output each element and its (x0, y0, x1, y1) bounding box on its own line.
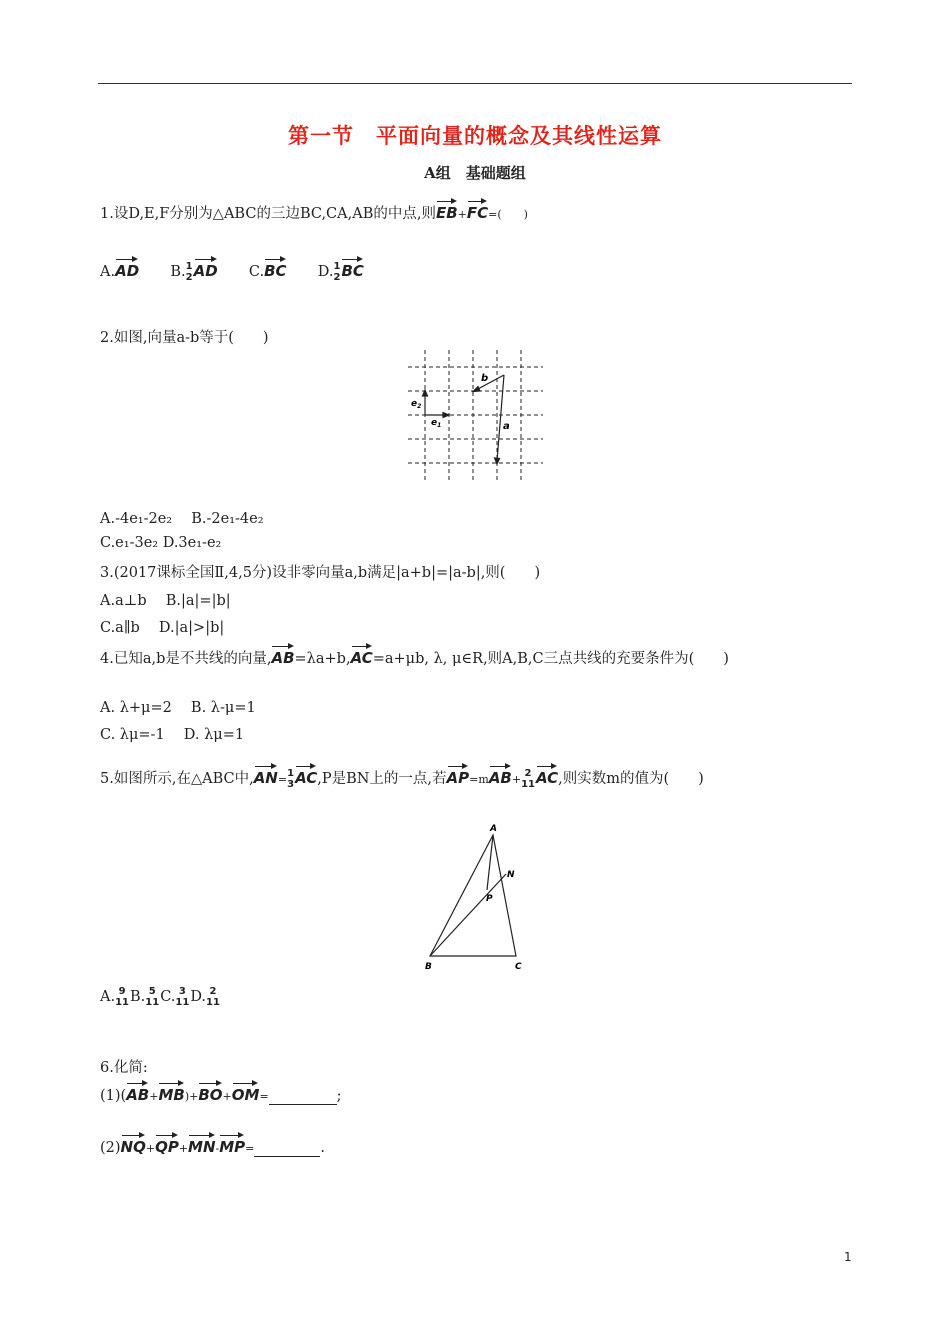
q5-option-c: C. 3 11 (160, 986, 190, 1008)
q4-stem: 4.已知a,b是不共线的向量,AB=λa+b,AC=a+μb, λ, μ∈R,则A,B,C三点共线的充要条件为( ) (100, 645, 729, 668)
answer-blank-2[interactable] (254, 1140, 320, 1157)
vector-mn: MN (188, 1134, 215, 1155)
q4-options-row1: A. λ+μ=2 B. λ-μ=1 (100, 700, 256, 716)
vector-a-label: a (503, 421, 510, 432)
q5-stem: 5.如图所示,在△ABC中,AN= 1 3 AC,P是BN上的一点,若AP=mAB+ 2 11 AC,则实数m的值为( ) (100, 765, 704, 790)
q2-options-row1: A.-4e₁-2e₂ B.-2e₁-4e₂ (100, 511, 264, 527)
answer-blank-1[interactable] (269, 1088, 337, 1105)
q5-option-b: B. 5 11 (130, 986, 160, 1008)
fraction-one-third: 1 3 (287, 768, 295, 790)
vertex-b-label: B (425, 962, 432, 972)
vector-ab: AB (271, 645, 294, 666)
q5-option-a: A. 9 11 (100, 986, 130, 1008)
q6-stem: 6.化简: (100, 1060, 148, 1076)
vector-ac: AC (295, 765, 317, 786)
vector-e2-label: $e_2$ (411, 399, 422, 410)
page-number: 1 (844, 1250, 852, 1264)
vector-an: AN (254, 765, 278, 786)
q3-options-row1: A.a⊥b B.|a|=|b| (100, 593, 231, 609)
vector-bo: BO (198, 1082, 222, 1103)
q2-options-row2: C.e₁-3e₂ D.3e₁-e₂ (100, 535, 222, 551)
vector-om: OM (232, 1082, 260, 1103)
q1-stem: 1.设D,E,F分别为△ABC的三边BC,CA,AB的中点,则EB+FC=( ) (100, 200, 528, 223)
vector-bc: BC (341, 258, 363, 279)
vector-b-label: b (481, 373, 489, 384)
fraction-two-elevenths: 2 11 (521, 768, 535, 790)
q5-option-d: D. 2 11 (190, 986, 220, 1008)
q2-stem: 2.如图,向量a-b等于( ) (100, 330, 269, 346)
q3-stem: 3.(2017课标全国Ⅱ,4,5分)设非零向量a,b满足|a+b|=|a-b|,则( ) (100, 565, 541, 581)
vector-eb: EB (436, 200, 458, 221)
vector-ad: AD (115, 258, 139, 279)
point-n-label: N (507, 870, 515, 880)
q1-option-c: C.BC (249, 264, 287, 280)
vertex-c-label: C (515, 962, 522, 972)
q5-triangle-figure (420, 818, 530, 978)
vector-bc: BC (264, 258, 286, 279)
vertex-a-label: A (490, 824, 497, 834)
header-rule (98, 83, 852, 84)
vector-ap: AP (447, 765, 470, 786)
q3-options-row2: C.a∥b D.|a|>|b| (100, 620, 225, 636)
vector-ad: AD (194, 258, 218, 279)
q5-options (100, 986, 221, 1008)
q1-options (100, 258, 364, 283)
vector-ab: AB (489, 765, 512, 786)
q1-option-b: B. 1 2 AD (170, 264, 217, 280)
point-p-label: P (486, 894, 493, 904)
q1-option-d: D. 1 2 BC (318, 264, 364, 280)
vector-ac: AC (351, 645, 373, 666)
vector-qp: QP (155, 1134, 179, 1155)
q6-part1: (1)(AB+MB)+BO+OM= ; (100, 1082, 342, 1105)
vector-fc: FC (467, 200, 488, 221)
group-subtitle: A组 基础题组 (424, 164, 526, 182)
vector-mb: MB (158, 1082, 184, 1103)
vector-e1-label: $e_1$ (431, 418, 442, 429)
q6-part2: (2)NQ+QP+MN-MP= . (100, 1134, 325, 1157)
q4-options-row2: C. λμ=-1 D. λμ=1 (100, 727, 245, 743)
section-title: 第一节 平面向量的概念及其线性运算 (288, 123, 662, 148)
vector-ac: AC (536, 765, 558, 786)
vector-ab: AB (126, 1082, 149, 1103)
q1-option-a: A.AD (100, 264, 139, 280)
q2-grid-figure (400, 345, 550, 485)
vector-mp: MP (219, 1134, 245, 1155)
vector-nq: NQ (121, 1134, 146, 1155)
